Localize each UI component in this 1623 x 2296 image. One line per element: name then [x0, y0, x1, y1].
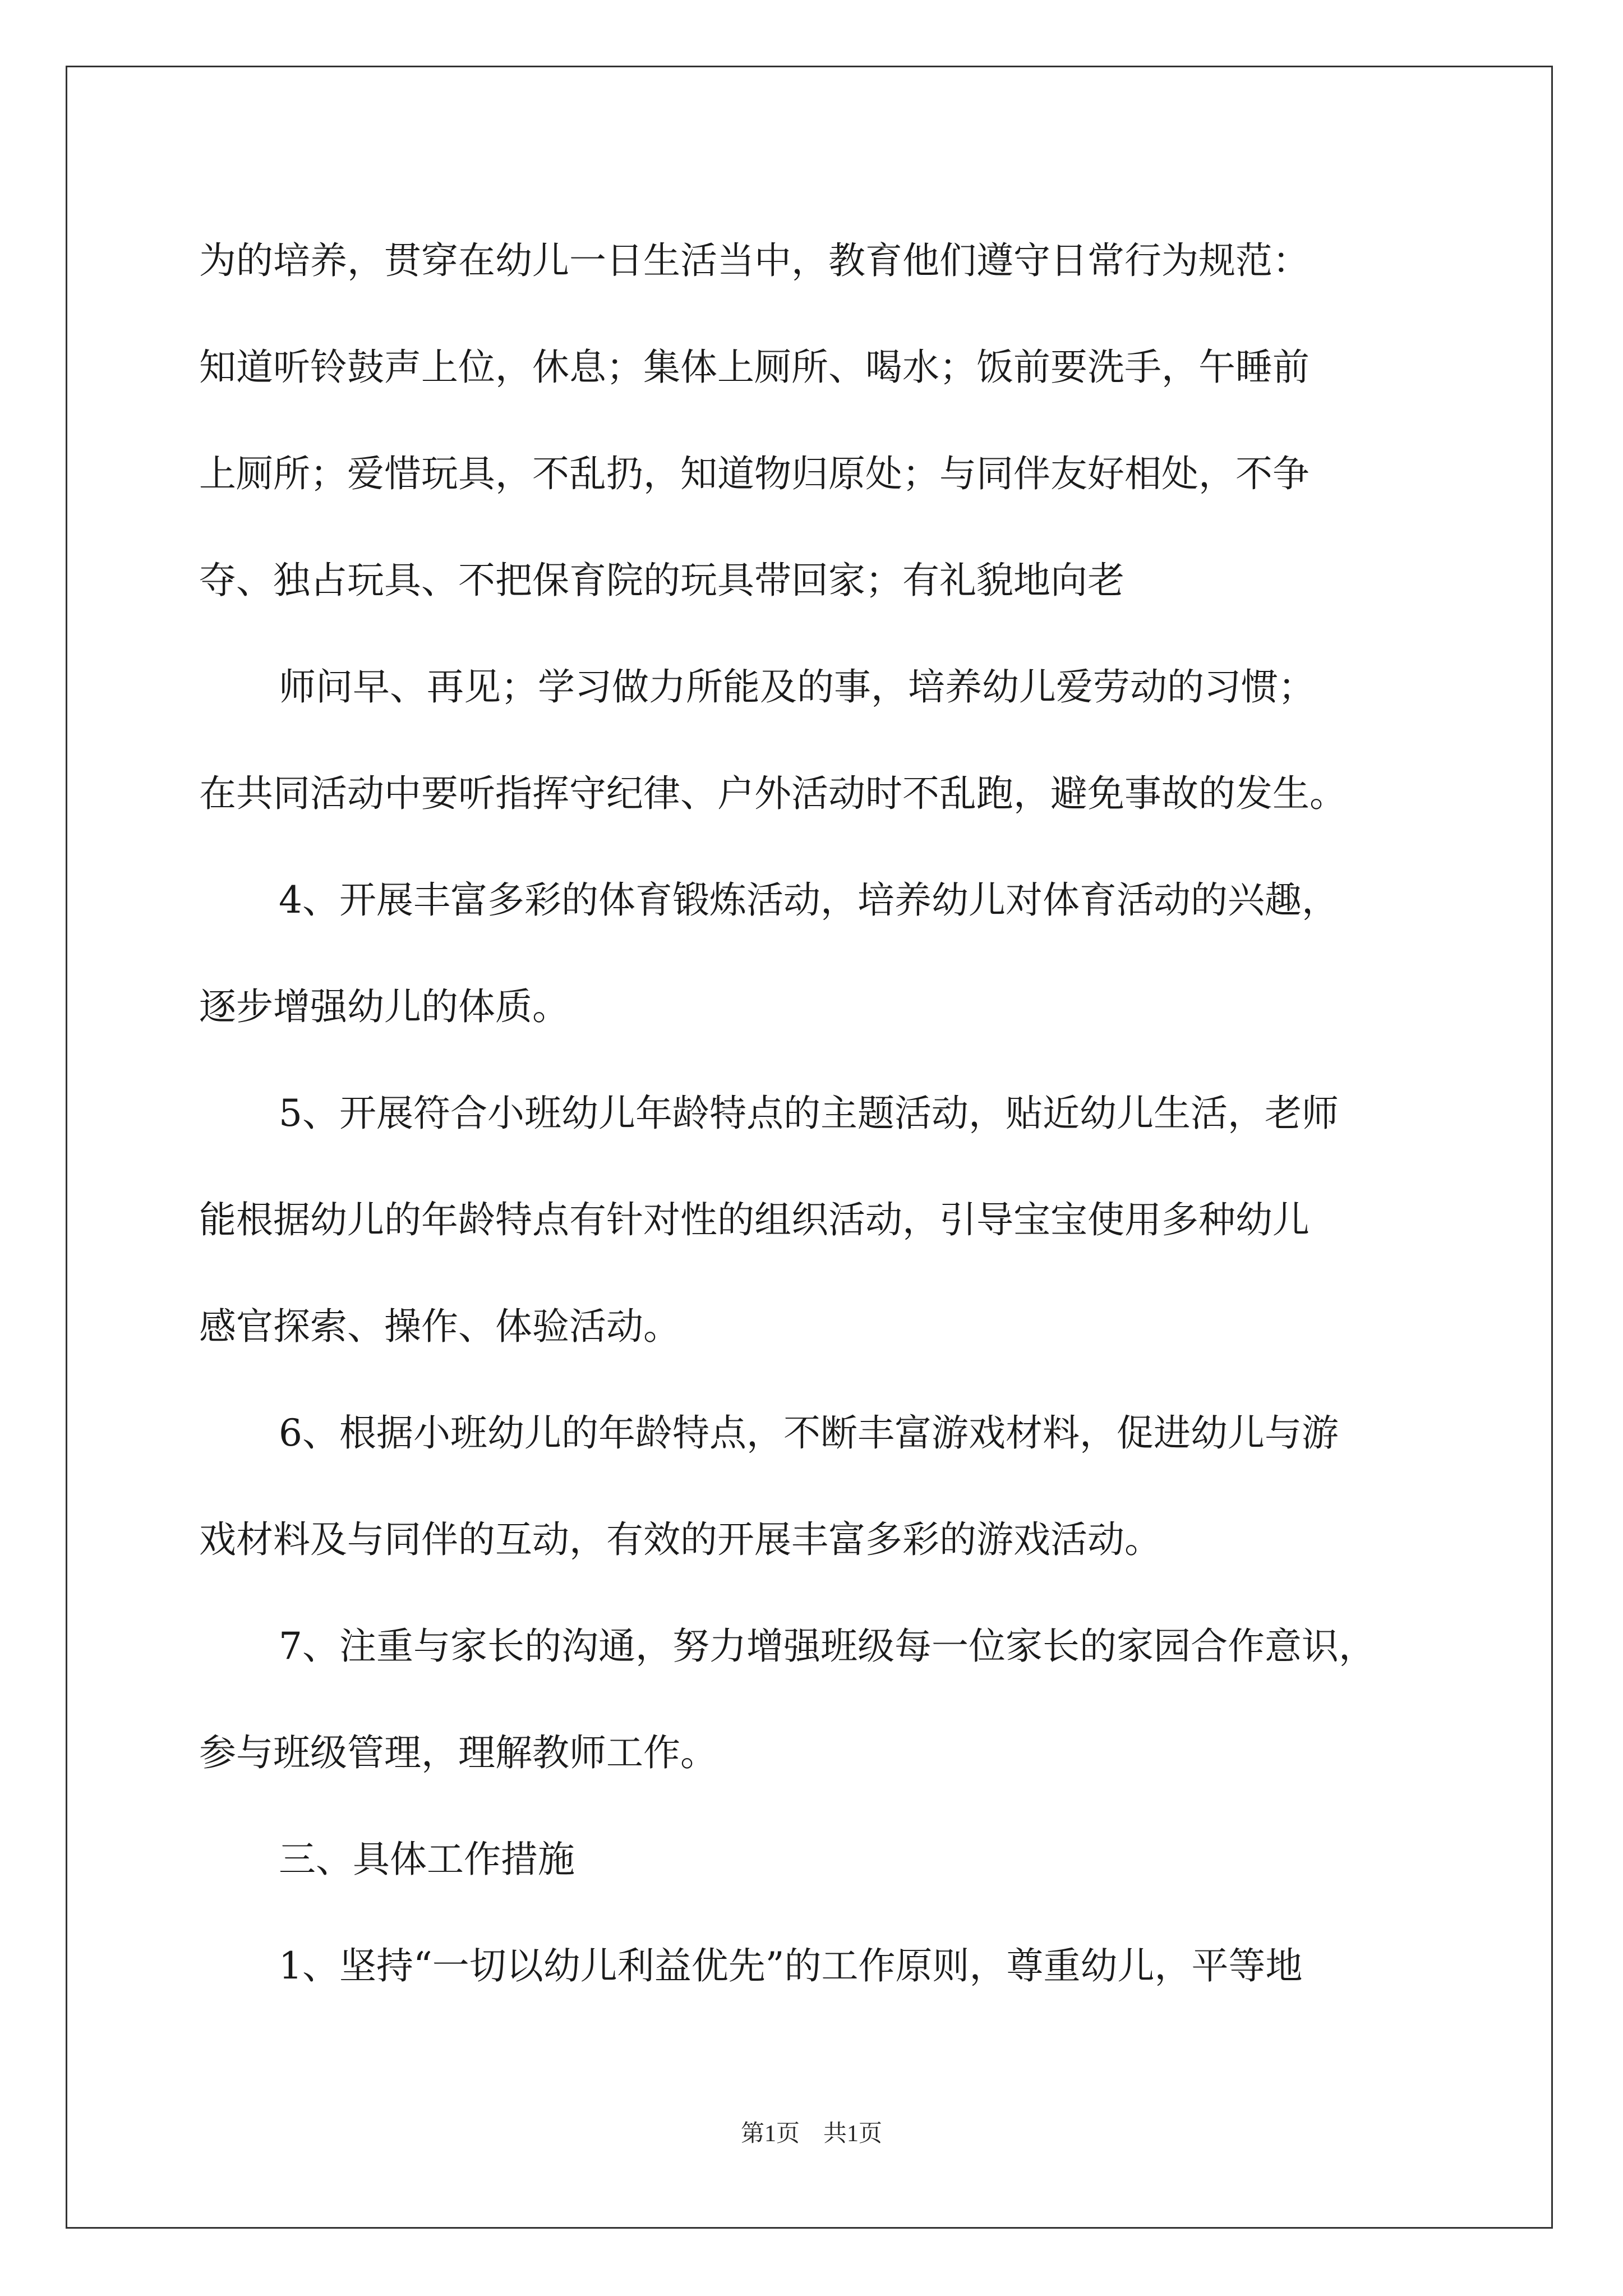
- text-line: 上厕所；爱惜玩具，不乱扔，知道物归原处；与同伴友好相处，不争: [199, 452, 1310, 495]
- text-line: 师问早、再见；学习做力所能及的事，培养幼儿爱劳动的习惯；: [279, 665, 1315, 708]
- section-heading: 三、具体工作措施: [279, 1838, 575, 1881]
- text-line: 能根据幼儿的年龄特点有针对性的组织活动，引导宝宝使用多种幼儿: [199, 1198, 1310, 1241]
- text-line: 感官探索、操作、体验活动。: [199, 1305, 680, 1348]
- text-line: 为的培养，贯穿在幼儿一日生活当中，教育他们遵守日常行为规范：: [199, 239, 1310, 282]
- text-line: 7、注重与家长的沟通，努力增强班级每一位家长的家园合作意识，: [279, 1625, 1376, 1668]
- text-line: 知道听铃鼓声上位，休息；集体上厕所、喝水；饭前要洗手，午睡前: [199, 346, 1310, 389]
- text-line: 在共同活动中要听指挥守纪律、户外活动时不乱跑，避免事故的发生。: [199, 772, 1347, 815]
- page-number-footer: 第1页 共1页: [740, 2121, 882, 2147]
- text-line: 1、坚持“一切以幼儿利益优先”的工作原则，尊重幼儿，平等地: [279, 1944, 1303, 1987]
- text-line: 5、开展符合小班幼儿年龄特点的主题活动，贴近幼儿生活，老师: [279, 1092, 1339, 1135]
- text-line: 夺、独占玩具、不把保育院的玩具带回家；有礼貌地向老: [199, 559, 1124, 602]
- text-line: 逐步增强幼儿的体质。: [199, 985, 569, 1028]
- text-line: 参与班级管理，理解教师工作。: [199, 1731, 717, 1774]
- text-line: 戏材料及与同伴的互动，有效的开展丰富多彩的游戏活动。: [199, 1518, 1161, 1561]
- text-line: 4、开展丰富多彩的体育锻炼活动，培养幼儿对体育活动的兴趣，: [279, 878, 1339, 922]
- document-body: [199, 208, 1427, 2019]
- text-line: 6、根据小班幼儿的年龄特点，不断丰富游戏材料，促进幼儿与游: [279, 1411, 1339, 1455]
